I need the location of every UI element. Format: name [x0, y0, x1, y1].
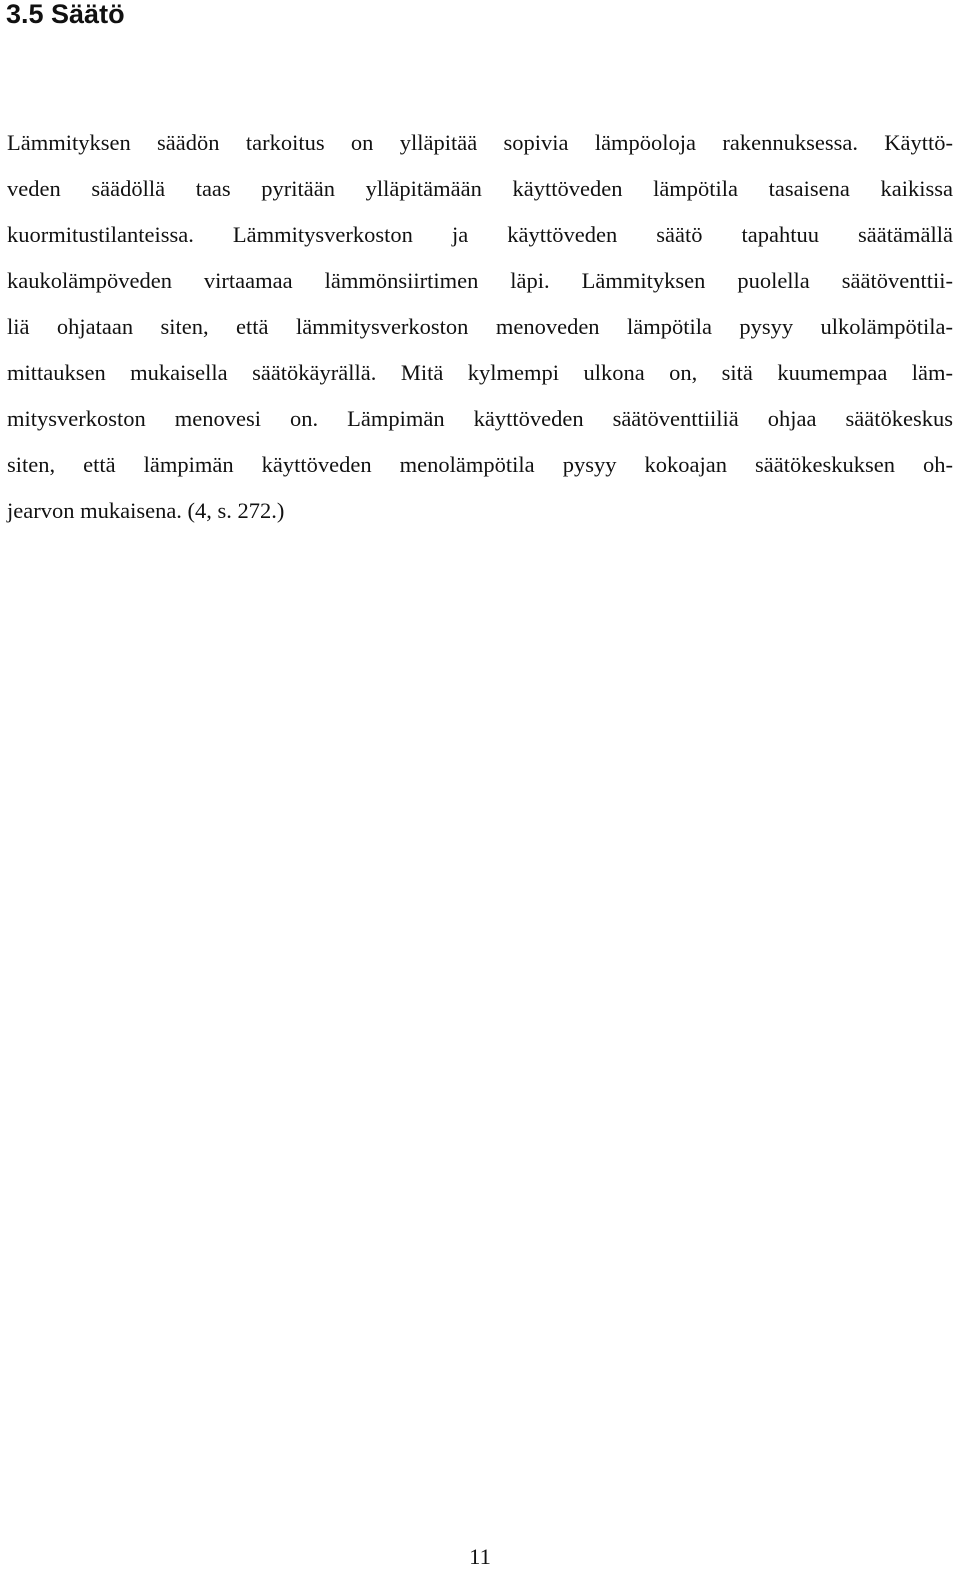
- section-heading: 3.5 Säätö: [6, 0, 125, 29]
- paragraph-line: jearvon mukaisena. (4, s. 272.): [7, 498, 285, 523]
- paragraph-line: kuormitustilanteissa. Lämmitysverkoston ja käyttöveden säätö tapahtuu säätämällä: [7, 222, 953, 247]
- paragraph-line: liä ohjataan siten, että lämmitysverkoston menoveden lämpötila pysyy ulkolämpötila-: [7, 314, 953, 339]
- body-paragraph: [7, 120, 953, 534]
- page-number: 11: [469, 1544, 491, 1569]
- paragraph-line: kaukolämpöveden virtaamaa lämmönsiirtimen läpi. Lämmityksen puolella säätöventtii-: [7, 268, 953, 293]
- paragraph-line: siten, että lämpimän käyttöveden menolämpötila pysyy kokoajan säätökeskuksen oh-: [7, 452, 953, 477]
- paragraph-line: Lämmityksen säädön tarkoitus on ylläpitää sopivia lämpöoloja rakennuksessa. Käyttö-: [7, 130, 953, 155]
- paragraph-line: mitysverkoston menovesi on. Lämpimän käyttöveden säätöventtiiliä ohjaa säätökeskus: [7, 406, 953, 431]
- paragraph-line: mittauksen mukaisella säätökäyrällä. Mitä kylmempi ulkona on, sitä kuumempaa läm-: [7, 360, 953, 385]
- paragraph-line: veden säädöllä taas pyritään ylläpitämään käyttöveden lämpötila tasaisena kaikissa: [7, 176, 953, 201]
